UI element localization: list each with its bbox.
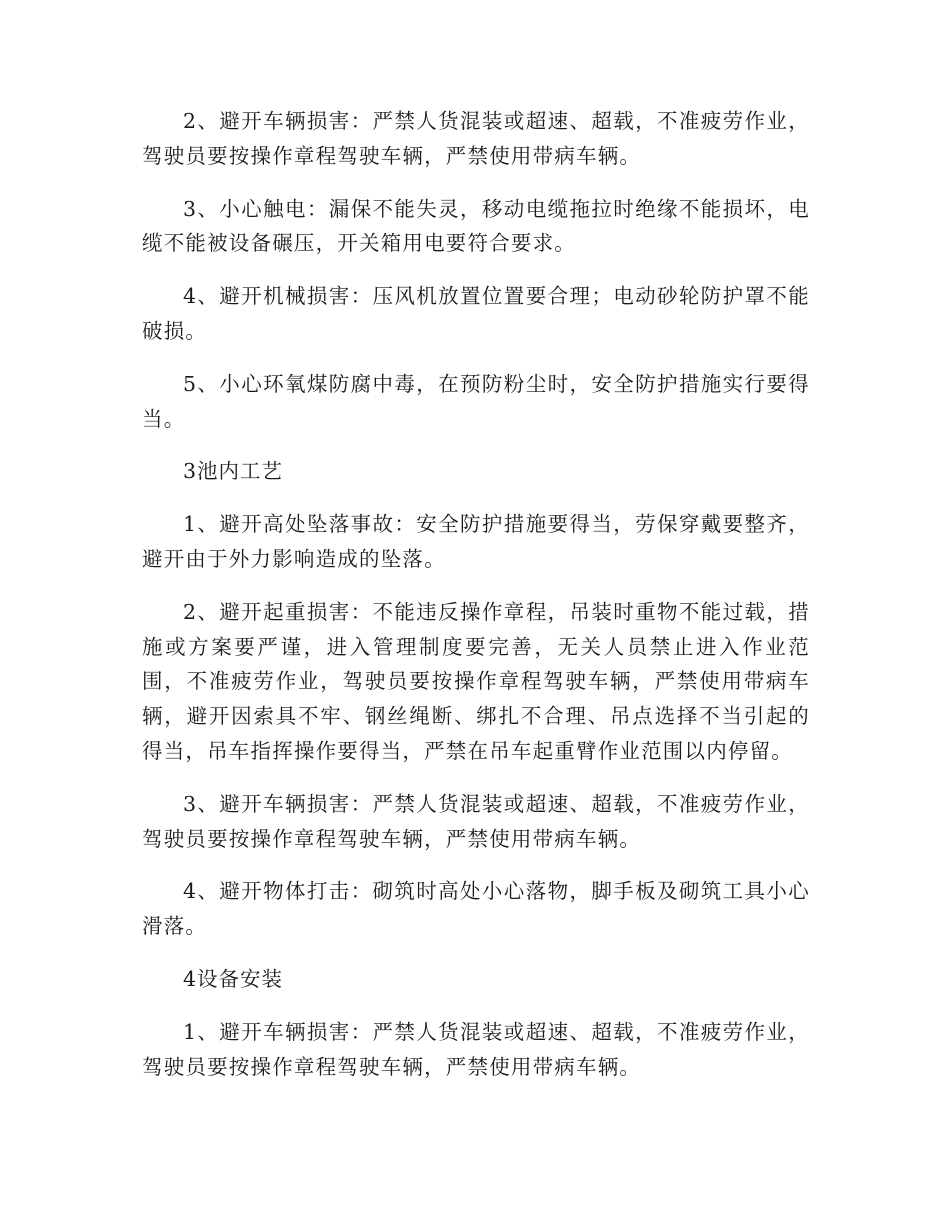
document-page — [142, 104, 810, 1102]
paragraph-mechanical-damage: 4、避开机械损害：压风机放置位置要合理；电动砂轮防护罩不能破损。 — [142, 284, 810, 343]
paragraph-lifting-damage: 2、避开起重损害：不能违反操作章程，吊装时重物不能过载，措施或方案要严谨，进入管理制度要完善，无关人员禁止进入作业范围，不准疲劳作业，驾驶员要按操作章程驾驶车辆，严禁使用带病车辆，避开因索具不牢、钢丝绳断、绑扎不合理、吊点选择不当引起的得当，吊车指挥操作要得当，严禁在吊车起重臂作业范围以内停留。 — [142, 599, 810, 763]
section-heading-equipment-install: 4设备安装 — [183, 966, 284, 991]
paragraph-electric-shock: 3、小心触电：漏保不能失灵，移动电缆拖拉时绝缘不能损坏，电缆不能被设备碾压，开关箱用电要符合要求。 — [142, 196, 810, 256]
paragraph-object-strike: 4、避开物体打击：砌筑时高处小心落物，脚手板及砌筑工具小心滑落。 — [142, 879, 810, 939]
paragraph-vehicle-damage-2: 3、避开车辆损害：严禁人货混装或超速、超载，不准疲劳作业，驾驶员要按操作章程驾驶车辆，严禁使用带病车辆。 — [142, 791, 810, 851]
paragraph-fall-from-height: 1、避开高处坠落事故：安全防护措施要得当，劳保穿戴要整齐，避开由于外力影响造成的坠落。 — [142, 512, 810, 571]
paragraph-epoxy-poisoning: 5、小心环氧煤防腐中毒，在预防粉尘时，安全防护措施实行要得当。 — [142, 371, 810, 431]
paragraph-vehicle-damage-1: 2、避开车辆损害：严禁人货混装或超速、超载，不准疲劳作业，驾驶员要按操作章程驾驶车辆，严禁使用带病车辆。 — [142, 109, 810, 168]
section-heading-pool-process: 3池内工艺 — [183, 459, 284, 484]
paragraph-vehicle-damage-3: 1、避开车辆损害：严禁人货混装或超速、超载，不准疲劳作业，驾驶员要按操作章程驾驶车辆，严禁使用带病车辆。 — [142, 1019, 810, 1079]
